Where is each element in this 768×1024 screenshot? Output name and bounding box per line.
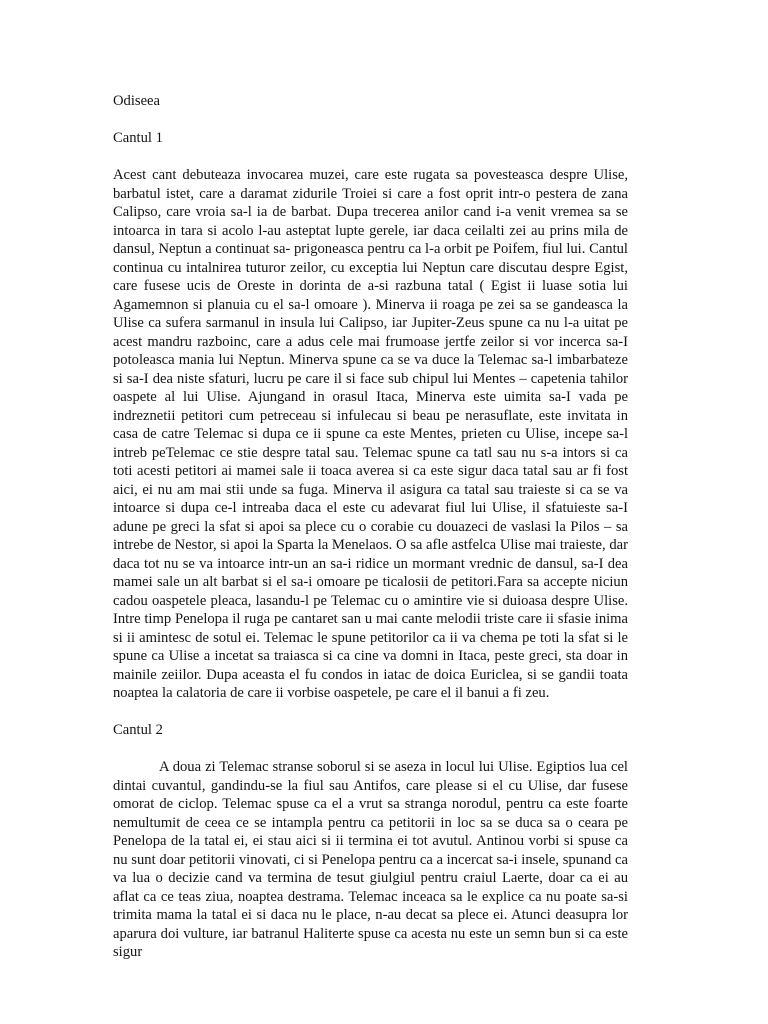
- spacer: [113, 148, 628, 167]
- spacer: [113, 111, 628, 130]
- spacer: [113, 703, 628, 722]
- section-heading-cantul-2: Cantul 2: [113, 722, 163, 738]
- section-paragraph-cantul-1: Acest cant debuteaza invocarea muzei, care este rugata sa povesteasca despre Ulise, barbatul istet, care a daramat zidurile Troiei si care a fost oprit intr-o pestera de zana Calipso, care vroia sa-l ia de barbat. Dupa trecerea anilor cand i-a venit vremea sa se intoarca in tara si acolo l-au asteptat lupte gerele, iar daca ceilalti zei au prins mila de dansul, Neptun a continuat sa- prigoneasca pentru ca l-a orbit pe Poifem, fiul lui. Cantul continua cu intalnirea tuturor zeilor, cu exceptia lui Neptun care discutau despre Egist, care fusese ucis de Oreste in dorinta de a-si razbuna tatal ( Egist ii luase sotia lui Agamemnon si planuia cu el sa-l omoare ). Minerva ii roaga pe zei sa se gandeasca la Ulise ca sufera sarmanul in insula lui Calipso, iar Jupiter-Zeus spune ca nu l-a uitat pe acest mandru razboinc, care a adus cele mai frumoase jertfe zeilor si vor incerca sa-I potoleasca mania lui Neptun. Minerva spune ca se va duce la Telemac sa-l imbarbateze si sa-I dea niste sfaturi, lucru pe care il si face sub chipul lui Mentes – capetenia tahilor oaspete al lui Ulise. Ajungand in orasul Itaca, Minerva este uimita sa-I vada pe indreznetii petitori cum petreceau si infulecau si beau pe nerasuflate, este invitata in casa de catre Telemac si dupa ce ii spune ca este Mentes, prieten cu Ulise, incepe sa-l intreb peTelemac ce stie despre tatal sau. Telemac spune ca tatl sau nu s-a intors si ca toti acesti petitori ai mamei sale ii toaca averea si ca este sigur daca tatal sau ar fi fost aici, ei nu am mai stii unde sa fuga. Minerva il asigura ca tatal sau traieste si ca se va intoarce si dupa ce-l intreaba daca el este cu adevarat fiul lui Ulise, il sfatuieste sa-I adune pe greci la sfat si apoi sa plece cu o corabie cu douazeci de vaslasi la Pilos – sa intrebe de Nestor, si apoi la Sparta la Menelaos. O sa afle astfelca Ulise mai traieste, dar daca tot nu se va intoarce intr-un an sa-i ridice un mormant vrednic de dansul, sa-I dea mamei sale un alt barbat si el sa-i omoare pe ticalosii de petitori.Fara sa accepte niciun cadou oaspetele pleaca, lasandu-l pe Telemac cu o amintire vie si duioasa despre Ulise. Intre timp Penelopa il ruga pe cantaret san u mai cante melodii triste care ii sfasie inima si ii amintesc de sotul ei. Telemac le spune petitorilor ca ii va chema pe toti la sfat si le spune ca Ulise a incetat sa traiasca si ca cine va domni in Itaca, peste greci, sta doar in mainile zeiilor. Dupa aceasta el fu condos in iatac de doica Euriclea, si se gandii toata noaptea la calatoria de care ii vorbise oaspetele, pe care el il banui a fi zeu.: [113, 167, 628, 701]
- section-paragraph-cantul-2: A doua zi Telemac stranse soborul si se aseza in locul lui Ulise. Egiptios lua cel dintai cuvantul, gandindu-se la fiul sau Antifos, care please si el cu Ulise, dar fusese omorat de ciclop. Telemac spuse ca el a vrut sa stranga norodul, pentru ca este foarte nemultumit de ceea ce se intampla pentru ca petitorii in loc sa se duca sa o ceara pe Penelopa de la tatal ei, ei stau aici si ii termina ei tot avutul. Antinou vorbi si spuse ca nu sunt doar petitorii vinovati, ci si Penelopa pentru ca a incercat sa-i insele, spunand ca va lua o decizie cand va termina de tesut giulgiul pentru craiul Laerte, doar ca ei au aflat ca ce teas ziua, noaptea destrama. Telemac inceaca sa le explice ca nu poate sa-si trimita mama la tatal ei si daca nu le place, n-au decat sa plece ei. Atunci deasupra lor aparura doi vulture, iar batranul Haliterte spuse ca acesta nu este un semn bun si ca este sigur: [113, 759, 628, 960]
- document-title: Odiseea: [113, 93, 161, 109]
- section-heading-cantul-1: Cantul 1: [113, 130, 163, 146]
- document-body: [113, 92, 628, 962]
- spacer: [113, 740, 628, 759]
